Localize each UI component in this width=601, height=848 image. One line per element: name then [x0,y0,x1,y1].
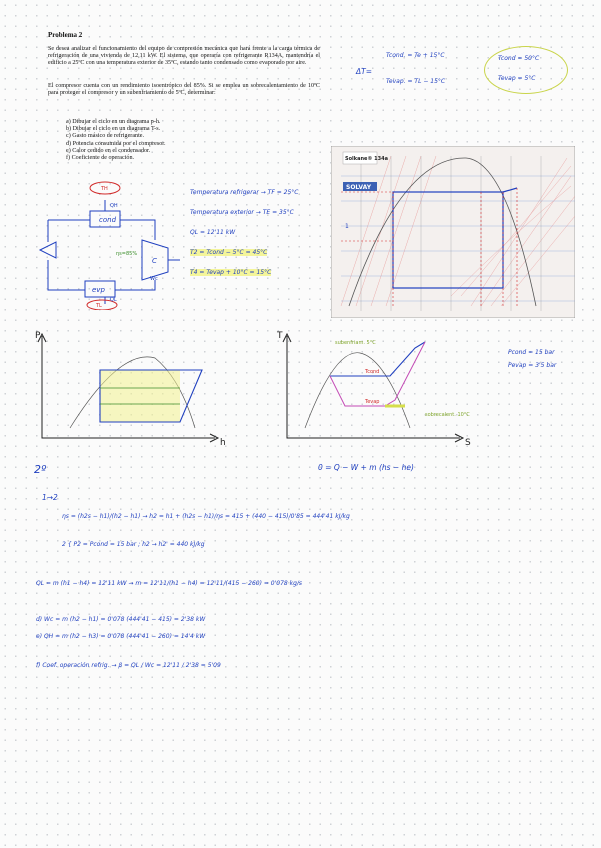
task-a: a) Dibujar el ciclo en un diagrama p-h. [66,119,161,125]
chart-logo-label: Solkane® 134a [345,156,388,162]
note-trefrig: Temperatura refrigerar → TF = 25°C [190,189,299,196]
compressor-label: C [152,257,157,265]
ts-diagram [275,328,475,448]
ts-s-axis: S [465,438,471,448]
note-texterior: Temperatura exterior → TE = 35°C [190,209,294,216]
note-ql: QL = 12'11 kW [190,229,236,236]
qh-label: QH [110,203,118,209]
tcond-label: Tcond [365,369,380,375]
ph-diagram [30,328,230,448]
tcond-result: Tcond = 50°C [498,55,540,62]
r134a-ph-chart [331,146,575,318]
highlight-ellipse [484,46,568,94]
cycle-schematic [30,180,180,310]
ts-t-axis: T [277,331,283,341]
ph-p-axis: P [35,331,41,341]
ql-label: QL [110,297,117,303]
evaporator-label: evp [92,286,105,294]
svg-text:1: 1 [345,223,349,230]
wc-label: Wc [150,276,158,282]
task-e: e) Calor cedido en el condensador. [66,147,151,154]
energy-balance: 0 = Q − W + m (hs − he) [318,463,414,472]
tevap-formula: Tevap. = TL − 15°C [386,78,446,85]
superheat-note: sobrecalent. 10°C [425,412,470,418]
cop-eq: f) Coef. operación refrig. → β = QL / Wc = 12'11 / 2'38 = 5'09 [36,662,221,669]
sub-cooling-note: subenfriam. 5°C [335,340,376,346]
chart-brand-logo: SOLVAY [346,184,372,191]
tevap-result: Tevap = 5°C [498,75,536,82]
isentropic-eq: ηs = (h2s − h1)/(h2 − h1) → h2 = h1 + (h2s − h1)/ηs = 415 + (440 − 415)/0'85 = 444'41 kJ/kg [62,513,350,520]
problem-paragraph-1: Se desea analizar el funcionamiento del equipo de compresión mecánica que hará frente a la carga térmica de refrigeración de una vivienda de 12,11 kW. El sistema, que operaría con refrigerante R134A, mantendría el edificio a 25ºC con una temperatura exterior de 35ºC, estando tanto condensado como evaporado por aire. [48,46,320,67]
tl-label: TL [96,303,102,309]
compressor-power-eq: d) Wc = m (h2 − h1) = 0'078 (444'41 − 415) = 2'38 kW [36,616,206,623]
pevap-value: Pevap = 3'5 bar [508,362,557,369]
pcond-value: Pcond = 15 bar [508,349,555,356]
task-list [66,119,166,162]
problem-paragraph-2: El compresor cuenta con un rendimiento isoentrópico del 85%. Si se emplea un sobrecalentamiento de 10ºC para proteger el compresor y un subenfriamiento de 5ºC, determinar: [48,83,320,97]
task-d: d) Potencia consumida por el compresor. [66,140,166,147]
step-1-2: 1→2 [42,493,58,502]
ph-h-axis: h [220,438,226,448]
task-f: f) Coeficiente de operación. [66,155,135,162]
condenser-label: cond [99,216,117,224]
condenser-heat-eq: e) QH = m (h2 − h3) = 0'078 (444'41 − 260) = 14'4 kW [36,633,206,640]
th-label: TH [101,186,108,192]
state-2: 2 { P2 = Pcond = 15 bar ; h2 → h2' = 440 kJ/kg [62,541,205,548]
tcond-formula: Tcond. = Te + 15°C [386,52,445,59]
delta-t-label: ΔT= [356,67,372,76]
eta-label: ηs=85% [116,251,138,257]
task-b: b) Dibujar el ciclo en un diagrama T-s. [66,126,161,133]
note-t2: T2 = Tcond − 5°C = 45°C [190,249,268,256]
note-t4: T4 = Tevap + 10°C = 15°C [190,269,272,276]
problem-title: Problema 2 [48,31,83,39]
solution-heading: 2º [34,463,47,476]
tevap-label: Tevap [365,399,380,405]
task-c: c) Gasto másico de refrigerante. [66,133,144,140]
mass-flow-eq: QL = m (h1 − h4) = 12'11 kW → m = 12'11/(h1 − h4) = 12'11/(415 − 260) = 0'078 kg/s [36,580,303,587]
